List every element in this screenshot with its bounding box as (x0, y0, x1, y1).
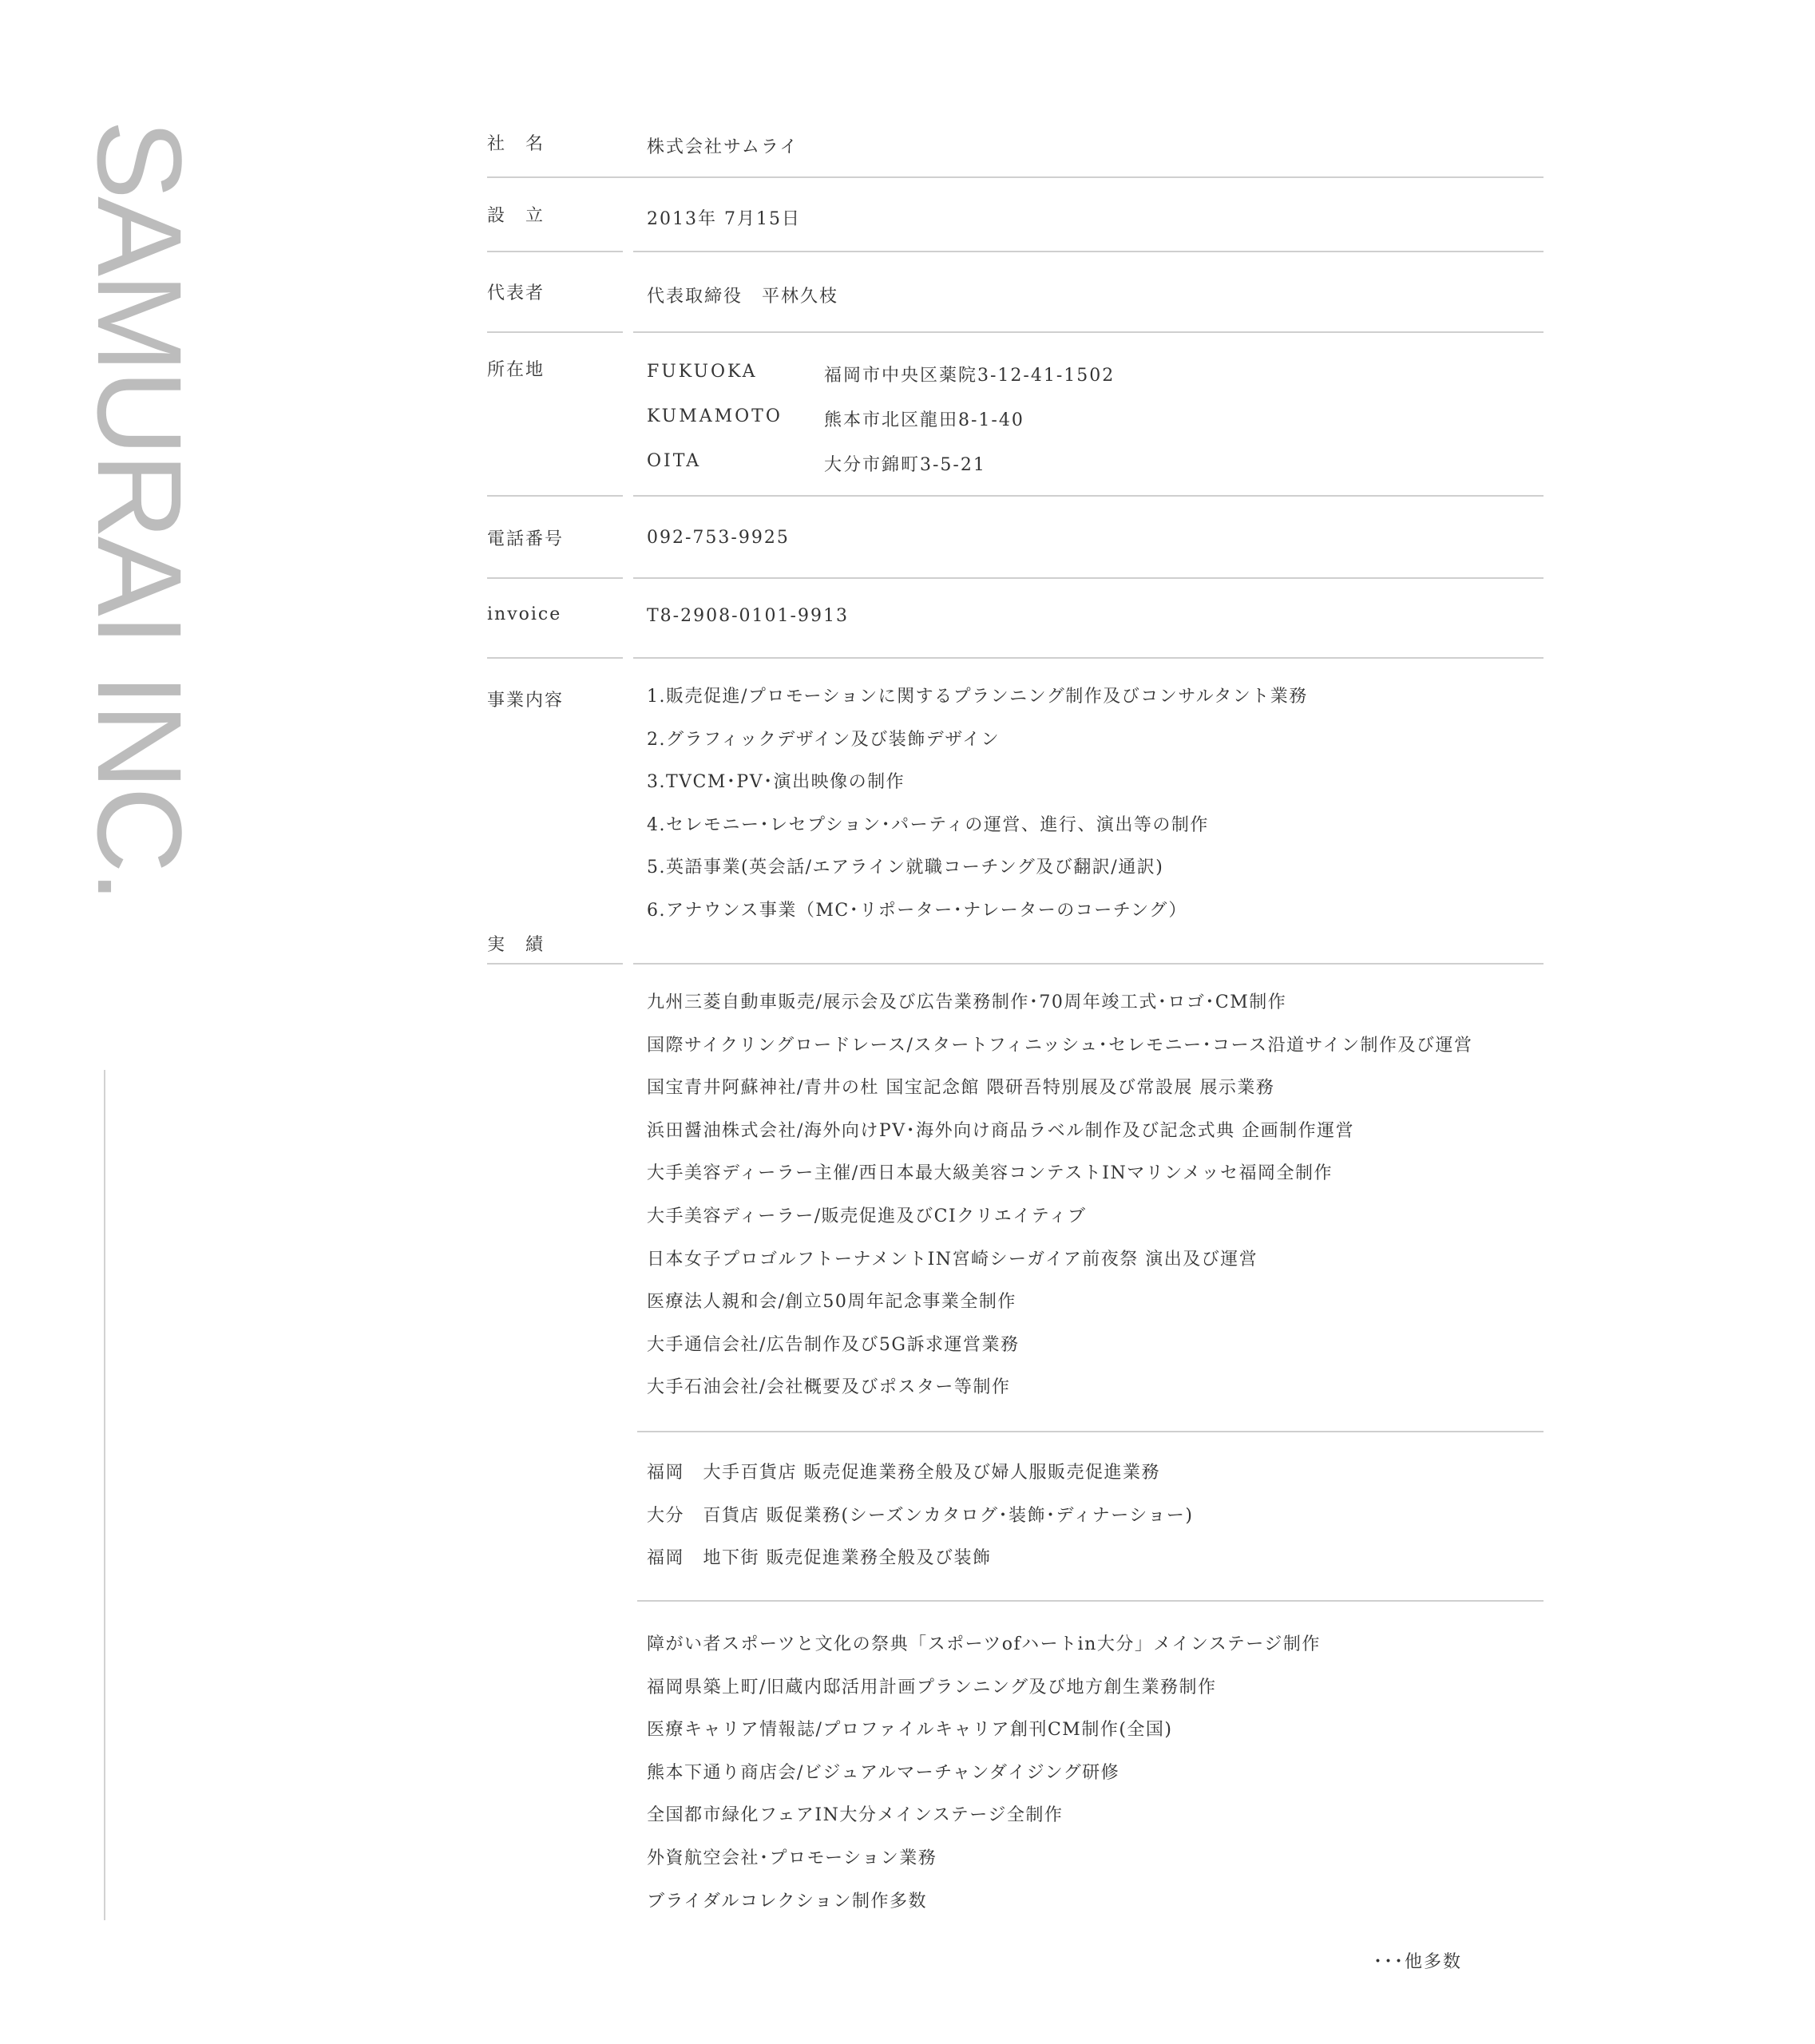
more-note: ･･･他多数 (1373, 1952, 1463, 1972)
divider (633, 577, 1544, 579)
divider (637, 1600, 1544, 1602)
divider (633, 251, 1544, 252)
founded-label: 設 立 (487, 206, 545, 226)
divider (487, 331, 623, 333)
list-item: 障がい者スポーツと文化の祭典「スポーツofハートin大分」メインステージ制作 (647, 1634, 1321, 1654)
list-item: ブライダルコレクション制作多数 (647, 1891, 927, 1911)
achievements-group-1 (647, 991, 1473, 1419)
list-item: 6.アナウンス事業（MC･リポーター･ナレーターのコーチング） (647, 900, 1187, 921)
phone-value: 092-753-9925 (647, 528, 790, 548)
list-item: 1.販売促進/プロモーションに関するプランニング制作及びコンサルタント業務 (647, 687, 1308, 707)
company-label: 社 名 (487, 134, 545, 154)
invoice-label: invoice (487, 604, 562, 624)
list-item: 大手通信会社/広告制作及び5G訴求運営業務 (647, 1334, 1020, 1355)
divider (633, 657, 1544, 659)
divider (633, 331, 1544, 333)
location-label: 所在地 (487, 360, 545, 380)
list-item: 福岡 大手百貨店 販売促進業務全般及び婦人服販売促進業務 (647, 1463, 1160, 1483)
divider (487, 657, 623, 659)
divider (633, 963, 1544, 965)
list-item: 2.グラフィックデザイン及び装飾デザイン (647, 729, 1001, 750)
office-address: 福岡市中央区薬院3-12-41-1502 (824, 366, 1116, 386)
divider (487, 495, 623, 497)
list-item: 国際サイクリングロードレース/スタートフィニッシュ･セレモニー･コース沿道サイン制作及び運営 (647, 1035, 1473, 1056)
divider (487, 577, 623, 579)
business-list (647, 685, 1308, 942)
list-item: 福岡 地下街 販売促進業務全般及び装飾 (647, 1548, 992, 1569)
list-item: 九州三菱自動車販売/展示会及び広告業務制作･70周年竣工式･ロゴ･CM制作 (647, 992, 1287, 1012)
list-item: 大手美容ディーラー/販売促進及びCIクリエイティブ (647, 1206, 1087, 1226)
list-item: 医療法人親和会/創立50周年記念事業全制作 (647, 1292, 1016, 1313)
list-item: 熊本下通り商店会/ビジュアルマーチャンダイジング研修 (647, 1762, 1120, 1783)
list-item: 国宝青井阿蘇神社/青井の杜 国宝記念館 隈研吾特別展及び常設展 展示業務 (647, 1078, 1275, 1099)
list-item: 日本女子プロゴルフトーナメントIN宮崎シーガイア前夜祭 演出及び運営 (647, 1249, 1258, 1270)
office-city: OITA (647, 451, 702, 471)
invoice-value: T8-2908-0101-9913 (647, 606, 849, 626)
list-item: 大手美容ディーラー主催/西日本最大級美容コンテストINマリンメッセ福岡全制作 (647, 1163, 1334, 1184)
representative-value: 代表取締役 平林久枝 (647, 287, 839, 307)
achievements-group-2 (647, 1461, 1193, 1590)
achievements-label: 実 績 (487, 935, 545, 955)
business-label: 事業内容 (487, 691, 565, 711)
company-value: 株式会社サムライ (647, 137, 799, 157)
list-item: 大分 百貨店 販促業務(シーズンカタログ･装飾･ディナーショー) (647, 1505, 1194, 1526)
divider (637, 1431, 1544, 1432)
office-city: KUMAMOTO (647, 406, 783, 426)
brand-name: SAMURAI INC. (73, 120, 207, 901)
office-city: FUKUOKA (647, 362, 758, 382)
achievements-group-3 (647, 1633, 1321, 1932)
brand-vertical-rule (104, 1070, 105, 1920)
list-item: 5.英語事業(英会話/エアライン就職コーチング及び翻訳/通訳) (647, 858, 1164, 878)
list-item: 3.TVCM･PV･演出映像の制作 (647, 772, 906, 793)
representative-label: 代表者 (487, 283, 545, 303)
list-item: 福岡県築上町/旧蔵内邸活用計画プランニング及び地方創生業務制作 (647, 1677, 1217, 1697)
founded-value: 2013年 7月15日 (647, 209, 801, 229)
brand-wordmark (73, 120, 208, 1078)
list-item: 全国都市緑化フェアIN大分メインステージ全制作 (647, 1805, 1064, 1826)
list-item: 外資航空会社･プロモーション業務 (647, 1848, 937, 1868)
office-address: 大分市錦町3-5-21 (824, 455, 986, 475)
divider (487, 963, 623, 965)
phone-label: 電話番号 (487, 529, 565, 549)
list-item: 浜田醤油株式会社/海外向けPV･海外向け商品ラベル制作及び記念式典 企画制作運営 (647, 1120, 1355, 1141)
divider (487, 251, 623, 252)
office-address: 熊本市北区龍田8-1-40 (824, 410, 1024, 430)
list-item: 医療キャリア情報誌/プロファイルキャリア創刊CM制作(全国) (647, 1720, 1173, 1741)
divider (487, 176, 1544, 178)
list-item: 4.セレモニー･レセプション･パーティの運営、進行、演出等の制作 (647, 814, 1209, 835)
divider (633, 495, 1544, 497)
list-item: 大手石油会社/会社概要及びポスター等制作 (647, 1377, 1011, 1398)
